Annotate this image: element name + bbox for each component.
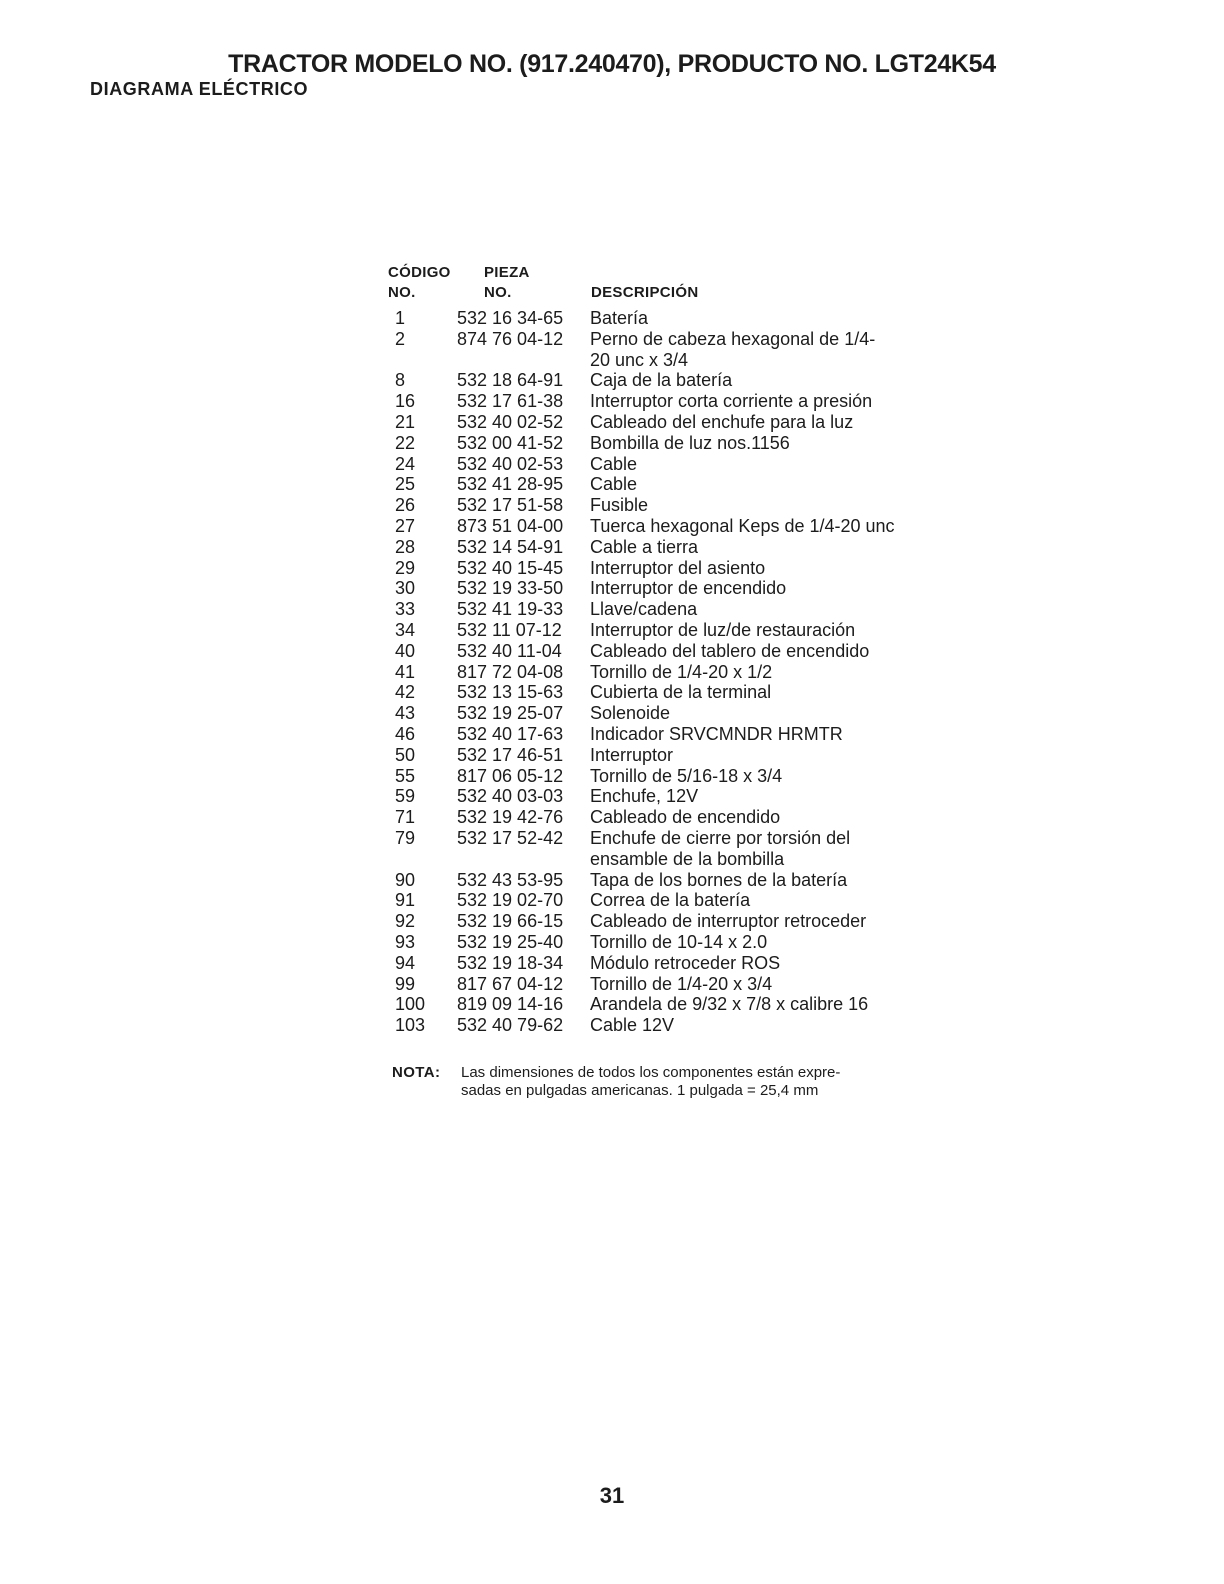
table-row <box>386 433 950 454</box>
table-row <box>386 495 950 516</box>
part-number-cell: 532 19 18-34 <box>457 952 564 973</box>
description-line: Llave/cadena <box>590 599 698 620</box>
code-cell: 24 <box>395 453 416 474</box>
description-line: Solenoide <box>590 703 671 724</box>
table-row <box>386 890 950 911</box>
description-line: Indicador SRVCMNDR HRMTR <box>590 723 843 744</box>
table-row <box>386 786 950 807</box>
table-row <box>386 454 950 475</box>
table-row <box>386 911 950 932</box>
code-cell: 34 <box>395 619 416 640</box>
part-number-cell: 532 17 61-38 <box>457 391 564 412</box>
code-cell: 1 <box>395 308 406 328</box>
description-cell <box>590 516 950 537</box>
table-row <box>386 412 950 433</box>
description-line: Enchufe, 12V <box>590 786 699 807</box>
description-cell <box>590 433 950 454</box>
code-cell: 27 <box>395 515 416 536</box>
table-row <box>386 932 950 953</box>
code-cell: 28 <box>395 536 416 557</box>
description-cell <box>590 911 950 932</box>
code-cell: 22 <box>395 432 416 453</box>
description-line: Correa de la batería <box>590 890 751 911</box>
table-row <box>386 828 950 870</box>
table-row <box>386 766 950 787</box>
table-row <box>386 308 950 329</box>
table-row <box>386 474 950 495</box>
description-line: Cable a tierra <box>590 536 699 557</box>
table-row <box>386 953 950 974</box>
part-number-cell: 532 19 02-70 <box>457 890 564 911</box>
code-cell: 90 <box>395 869 416 890</box>
table-row <box>386 703 950 724</box>
code-cell: 99 <box>395 973 416 994</box>
parts-table-body <box>386 308 950 1036</box>
parts-table-header <box>386 262 986 308</box>
table-row <box>386 370 950 391</box>
part-number-cell: 532 14 54-91 <box>457 536 564 557</box>
part-number-cell: 532 40 79-62 <box>457 1015 564 1036</box>
page-title: TRACTOR MODELO NO. (917.240470), PRODUCTO NO. LGT24K54 <box>228 50 996 78</box>
code-cell: 100 <box>395 994 426 1015</box>
description-line: Cable <box>590 474 638 495</box>
description-line: Arandela de 9/32 x 7/8 x calibre 16 <box>590 994 869 1015</box>
code-cell: 92 <box>395 911 416 932</box>
section-subtitle: DIAGRAMA ELÉCTRICO <box>90 79 309 99</box>
description-line: Tuerca hexagonal Keps de 1/4-20 unc <box>590 515 895 536</box>
description-line: Bombilla de luz nos.1156 <box>590 432 790 453</box>
part-number-cell: 532 16 34-65 <box>457 308 564 328</box>
description-cell <box>590 474 950 495</box>
table-row <box>386 745 950 766</box>
description-cell <box>590 766 950 787</box>
description-cell <box>590 641 950 662</box>
description-cell <box>590 932 950 953</box>
part-number-cell: 874 76 04-12 <box>457 328 564 349</box>
description-line: Interruptor del asiento <box>590 557 766 578</box>
code-cell: 42 <box>395 682 416 703</box>
part-number-cell: 532 40 15-45 <box>457 557 564 578</box>
table-row <box>386 391 950 412</box>
description-cell <box>590 620 950 641</box>
description-line: Cubierta de la terminal <box>590 682 772 703</box>
description-cell <box>590 890 950 911</box>
table-row <box>386 1015 950 1036</box>
part-number-cell: 532 19 25-07 <box>457 703 564 724</box>
part-number-cell: 817 06 05-12 <box>457 765 564 786</box>
description-line: Cableado del enchufe para la luz <box>590 411 854 432</box>
code-cell: 30 <box>395 578 416 599</box>
table-row <box>386 662 950 683</box>
description-cell <box>590 370 950 391</box>
table-row <box>386 329 950 371</box>
description-line: Tornillo de 1/4-20 x 1/2 <box>590 661 773 682</box>
part-number-cell: 532 17 46-51 <box>457 744 564 765</box>
code-cell: 2 <box>395 328 406 349</box>
description-cell <box>590 703 950 724</box>
code-cell: 33 <box>395 599 416 620</box>
description-cell <box>590 495 950 516</box>
description-cell <box>590 329 950 371</box>
code-cell: 50 <box>395 744 416 765</box>
description-cell <box>590 578 950 599</box>
part-number-cell: 532 19 25-40 <box>457 931 564 952</box>
description-cell <box>590 807 950 828</box>
description-line: Cableado de encendido <box>590 807 781 828</box>
table-row <box>386 682 950 703</box>
parts-table <box>386 308 950 1036</box>
description-line: Cableado de interruptor retroceder <box>590 911 867 932</box>
part-number-cell: 532 40 11-04 <box>457 640 562 661</box>
description-cell <box>590 786 950 807</box>
code-cell: 43 <box>395 703 416 724</box>
parts-list <box>386 262 986 1036</box>
header-pieza: PIEZA <box>484 264 530 281</box>
table-row <box>386 558 950 579</box>
code-cell: 93 <box>395 931 416 952</box>
table-row <box>386 578 950 599</box>
part-number-cell: 532 13 15-63 <box>457 682 564 703</box>
description-line: Interruptor corta corriente a presión <box>590 391 873 412</box>
code-cell: 79 <box>395 827 416 848</box>
table-row <box>386 537 950 558</box>
part-number-cell: 532 40 02-52 <box>457 411 564 432</box>
description-cell <box>590 412 950 433</box>
description-line: Tornillo de 1/4-20 x 3/4 <box>590 973 773 994</box>
description-line: Módulo retroceder ROS <box>590 952 781 973</box>
description-cell <box>590 953 950 974</box>
code-cell: 25 <box>395 474 416 495</box>
part-number-cell: 532 40 02-53 <box>457 453 564 474</box>
table-row <box>386 870 950 891</box>
code-cell: 21 <box>395 411 416 432</box>
description-cell <box>590 974 950 995</box>
header-pieza-no: NO. <box>484 284 512 301</box>
code-cell: 103 <box>395 1015 426 1036</box>
description-cell <box>590 1015 950 1036</box>
code-cell: 91 <box>395 890 416 911</box>
description-line: Interruptor de encendido <box>590 578 787 599</box>
part-number-cell: 817 72 04-08 <box>457 661 564 682</box>
description-cell <box>590 308 950 329</box>
description-line: Fusible <box>590 495 649 516</box>
part-number-cell: 532 41 19-33 <box>457 599 564 620</box>
description-cell <box>590 828 950 870</box>
code-cell: 71 <box>395 807 416 828</box>
description-line: 20 unc x 3/4 <box>590 349 689 370</box>
part-number-cell: 532 40 17-63 <box>457 723 564 744</box>
note-line: sadas en pulgadas americanas. 1 pulgada = 25,4 mm <box>461 1082 819 1099</box>
description-line: Cable <box>590 453 638 474</box>
table-row <box>386 974 950 995</box>
code-cell: 94 <box>395 952 416 973</box>
table-row <box>386 516 950 537</box>
description-cell <box>590 391 950 412</box>
description-line: Cableado del tablero de encendido <box>590 640 870 661</box>
description-line: ensamble de la bombilla <box>590 848 785 869</box>
description-line: Interruptor <box>590 744 674 765</box>
part-number-cell: 532 19 66-15 <box>457 911 564 932</box>
code-cell: 46 <box>395 723 416 744</box>
code-cell: 40 <box>395 640 416 661</box>
code-cell: 26 <box>395 495 416 516</box>
part-number-cell: 873 51 04-00 <box>457 515 564 536</box>
part-number-cell: 532 17 51-58 <box>457 495 564 516</box>
description-line: Perno de cabeza hexagonal de 1/4- <box>590 328 876 349</box>
note-text <box>461 1064 911 1100</box>
header-descripcion: DESCRIPCIÓN <box>591 284 699 301</box>
table-row <box>386 807 950 828</box>
code-cell: 41 <box>395 661 416 682</box>
code-cell: 8 <box>395 370 406 391</box>
part-number-cell: 532 00 41-52 <box>457 432 564 453</box>
description-line: Tornillo de 10-14 x 2.0 <box>590 931 768 952</box>
description-line: Tapa de los bornes de la batería <box>590 869 848 890</box>
part-number-cell: 532 11 07-12 <box>457 619 562 640</box>
description-cell <box>590 682 950 703</box>
code-cell: 55 <box>395 765 416 786</box>
part-number-cell: 532 19 42-76 <box>457 807 564 828</box>
description-cell <box>590 662 950 683</box>
part-number-cell: 532 41 28-95 <box>457 474 564 495</box>
description-cell <box>590 994 950 1015</box>
description-cell <box>590 599 950 620</box>
description-line: Cable 12V <box>590 1015 675 1036</box>
description-line: Interruptor de luz/de restauración <box>590 619 856 640</box>
description-cell <box>590 745 950 766</box>
note-label: NOTA: <box>392 1064 441 1081</box>
table-row <box>386 994 950 1015</box>
code-cell: 29 <box>395 557 416 578</box>
part-number-cell: 819 09 14-16 <box>457 994 564 1015</box>
description-line: Batería <box>590 308 649 328</box>
header-codigo: CÓDIGO <box>388 264 451 281</box>
page-number: 31 <box>599 1483 625 1508</box>
description-cell <box>590 537 950 558</box>
table-row <box>386 641 950 662</box>
description-cell <box>590 724 950 745</box>
description-line: Tornillo de 5/16-18 x 3/4 <box>590 765 783 786</box>
header-codigo-no: NO. <box>388 284 416 301</box>
part-number-cell: 532 18 64-91 <box>457 370 564 391</box>
description-cell <box>590 870 950 891</box>
code-cell: 16 <box>395 391 416 412</box>
note-line: Las dimensiones de todos los componentes están expre- <box>461 1064 841 1081</box>
table-row <box>386 620 950 641</box>
part-number-cell: 532 19 33-50 <box>457 578 564 599</box>
description-cell <box>590 558 950 579</box>
description-line: Enchufe de cierre por torsión del <box>590 827 851 848</box>
part-number-cell: 532 17 52-42 <box>457 827 564 848</box>
code-cell: 59 <box>395 786 416 807</box>
table-row <box>386 599 950 620</box>
description-cell <box>590 454 950 475</box>
part-number-cell: 817 67 04-12 <box>457 973 564 994</box>
part-number-cell: 532 43 53-95 <box>457 869 564 890</box>
part-number-cell: 532 40 03-03 <box>457 786 564 807</box>
table-row <box>386 724 950 745</box>
description-line: Caja de la batería <box>590 370 733 391</box>
